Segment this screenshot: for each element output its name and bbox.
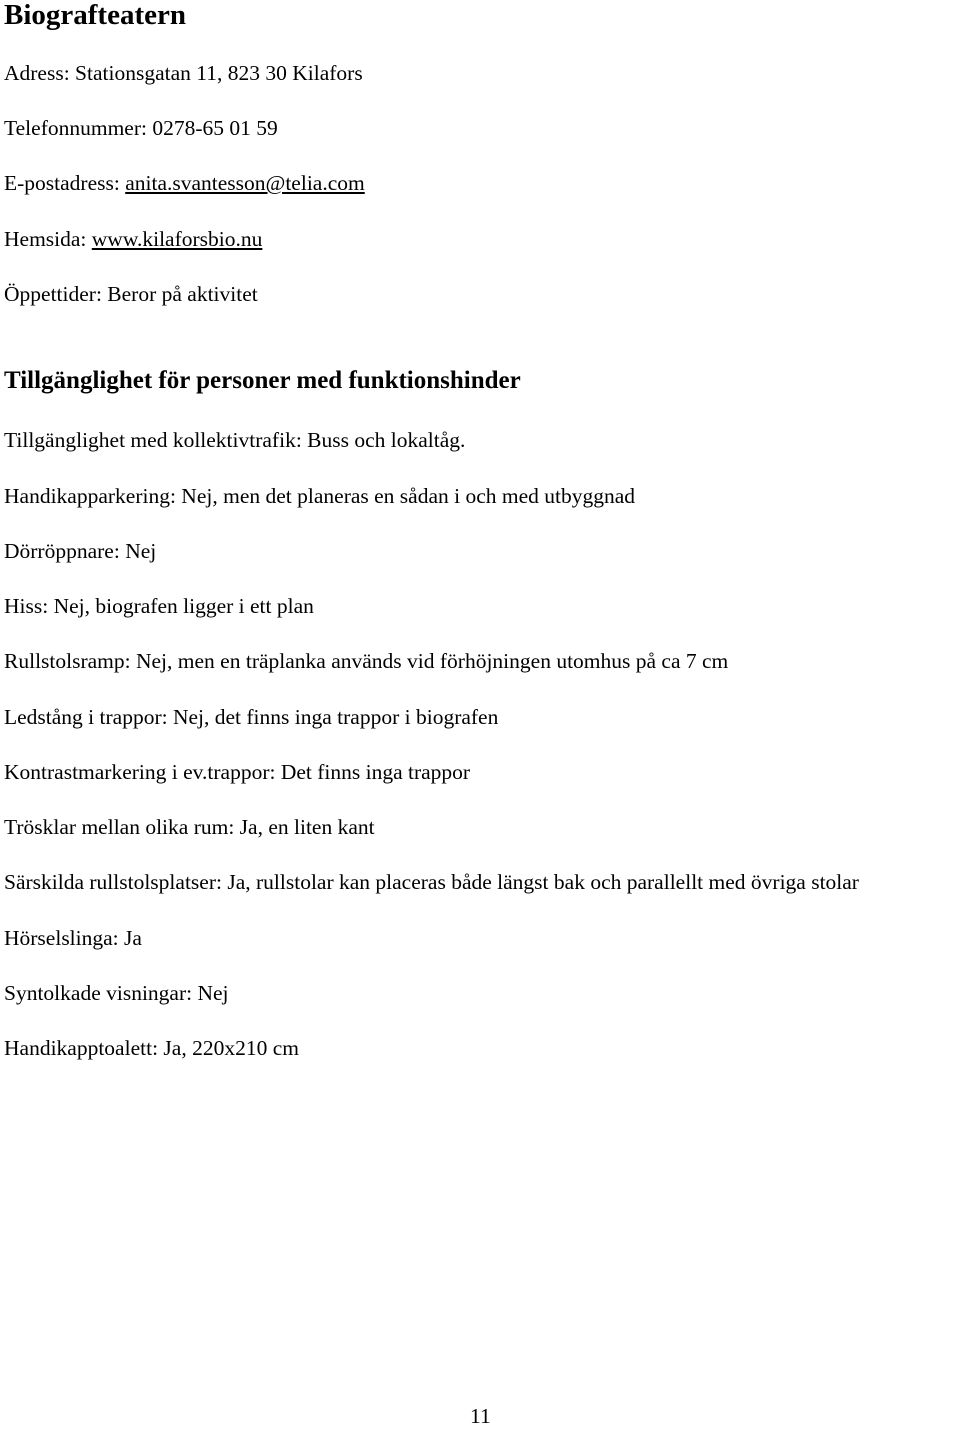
website-link[interactable]: www.kilaforsbio.nu — [91, 227, 263, 251]
page-number: 11 — [470, 1404, 491, 1428]
accessibility-item: Handikapparkering: Nej, men det planeras en sådan i och med utbyggnad — [4, 484, 636, 508]
opening-hours-text: Öppettider: Beror på aktivitet — [4, 282, 258, 306]
accessibility-item: Trösklar mellan olika rum: Ja, en liten kant — [4, 815, 375, 839]
website-line — [4, 226, 262, 252]
accessibility-item: Syntolkade visningar: Nej — [4, 981, 229, 1005]
accessibility-item: Rullstolsramp: Nej, men en träplanka används vid förhöjningen utomhus på ca 7 cm — [4, 649, 729, 673]
accessibility-item: Tillgänglighet med kollektivtrafik: Buss och lokaltåg. — [4, 428, 466, 452]
accessibility-item: Hörselslinga: Ja — [4, 926, 142, 950]
accessibility-heading: Tillgänglighet för personer med funktionshinder — [4, 367, 521, 394]
accessibility-item: Dörröppnare: Nej — [4, 539, 157, 563]
email-line — [4, 170, 365, 196]
email-link[interactable]: anita.svantesson@telia.com — [125, 171, 365, 195]
accessibility-item: Handikapptoalett: Ja, 220x210 cm — [4, 1036, 299, 1060]
email-label: E-postadress: — [4, 171, 126, 195]
accessibility-item: Ledstång i trappor: Nej, det finns inga trappor i biografen — [4, 705, 499, 729]
website-label: Hemsida: — [4, 227, 92, 251]
page-title: Biografteatern — [4, 0, 186, 31]
accessibility-item: Särskilda rullstolsplatser: Ja, rullstolar kan placeras både längst bak och parallellt med övriga stolar — [4, 870, 859, 894]
accessibility-item: Hiss: Nej, biografen ligger i ett plan — [4, 594, 314, 618]
address-text: Adress: Stationsgatan 11, 823 30 Kilafors — [4, 61, 363, 85]
accessibility-item: Kontrastmarkering i ev.trappor: Det finns inga trappor — [4, 760, 471, 784]
phone-text: Telefonnummer: 0278-65 01 59 — [4, 116, 278, 140]
